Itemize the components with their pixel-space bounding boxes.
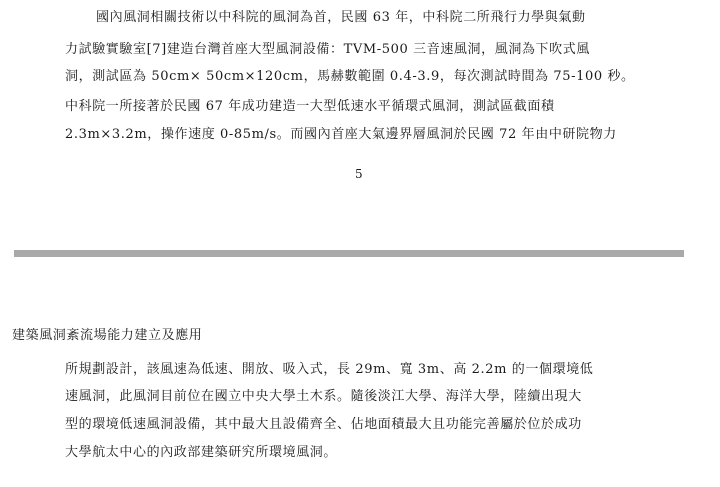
body-text-line: 洞，測試區為 50cm× 50cm×120cm，馬赫數範圍 0.4-3.9，每次測試時間為 75-100 秒。 — [65, 69, 635, 84]
body-text-line: 所規劃設計，該風速為低速、開放、吸入式，長 29m、寬 3m、高 2.2m 的一個環境低 — [65, 362, 594, 377]
page-number: 5 — [355, 167, 363, 181]
body-text-line: 中科院一所接著於民國 67 年成功建造一大型低速水平循環式風洞，測試區截面積 — [65, 99, 555, 114]
page-separator — [14, 250, 684, 257]
body-text-line: 速風洞，此風洞目前位在國立中央大學土木系。隨後淡江大學、海洋大學，陸續出現大 — [65, 389, 582, 404]
body-text-line: 國內風洞相關技術以中科院的風洞為首，民國 63 年，中科院二所飛行力學與氣動 — [96, 10, 586, 25]
body-text-line: 2.3m×3.2m，操作速度 0-85m/s。而國內首座大氣邊界層風洞於民國 72 年由中研院物力 — [65, 127, 617, 142]
running-header: 建築風洞紊流場能力建立及應用 — [12, 328, 203, 343]
body-text-line: 大學航太中心的內政部建築研究所環境風洞。 — [65, 445, 338, 460]
body-text-line: 力試驗實驗室[7]建造台灣首座大型風洞設備：TVM-500 三音速風洞，風洞為下吹式風 — [65, 42, 590, 57]
body-text-line: 型的環境低速風洞設備，其中最大且設備齊全、佔地面積最大且功能完善屬於位於成功 — [65, 417, 582, 432]
